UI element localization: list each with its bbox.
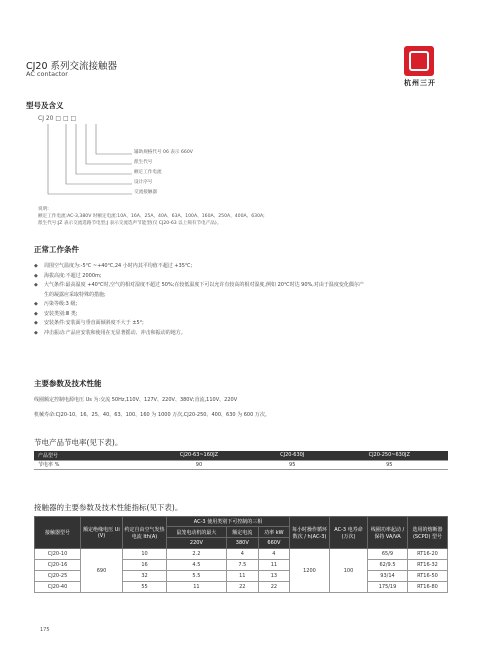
specs-heading: 接触器的主要参数及技术性能指标(见下表)。: [34, 503, 183, 512]
table-cell: 93/14: [368, 571, 408, 582]
table-cell: CJ20-63~160JZ: [144, 451, 254, 460]
table-cell: CJ20-10: [35, 549, 81, 560]
table-cell: 13: [258, 571, 289, 582]
conditions-list: [34, 262, 454, 338]
header-model: 接触器型号: [35, 517, 81, 549]
header-current2: 鼠笼电动机的最大: [167, 527, 227, 538]
header-660: 660V: [258, 538, 289, 549]
params-heading: 主要参数及技术性能: [34, 379, 102, 388]
table-cell: 22: [258, 582, 289, 593]
page-title: CJ20 系列交流接触器: [26, 61, 118, 72]
table-cell: 55: [123, 582, 167, 593]
header-coil: 线圈功率起动 / 保持 VA/VA: [368, 517, 408, 549]
header-insul: 额定绝缘电压 Ui (V): [81, 517, 123, 549]
table-cell: 690: [81, 549, 123, 593]
table-cell: 产品型号: [34, 451, 144, 460]
model-code: CJ 20 □ □ □: [38, 115, 77, 122]
table-cell: 节电率 %: [34, 460, 144, 469]
header-current: 约定自由空气发热电流 Ith(A): [123, 517, 167, 549]
table-cell: 95: [331, 460, 449, 469]
page-subtitle: AC contactor: [26, 70, 68, 78]
table-cell: 2.2: [167, 549, 227, 560]
list-item: ◆ 海拔高度:不超过 2000m;: [34, 272, 102, 279]
table-cell: RT16-80: [408, 582, 448, 593]
table-cell: 62/9.5: [368, 560, 408, 571]
diagram-line-3: [76, 124, 132, 174]
table-cell: RT16-50: [408, 571, 448, 582]
table-cell: 4: [258, 549, 289, 560]
header-ac3: AC-3 使用类别下可控制的三相: [167, 517, 290, 527]
diagram-line-1: [96, 124, 132, 154]
header-380: 380V: [226, 538, 258, 549]
table-cell: CJ20-25: [35, 571, 81, 582]
note-line-1: 额定工作电流:AC-3,380V 时额定电流:10A、16A、25A、40A、63A、100A、160A、250A、400A、630A;: [38, 214, 265, 219]
list-item: ◆ 安装类别:Ⅲ 类;: [34, 310, 78, 317]
list-item: ◆ 安装条件:安装面与垂直面倾斜度不大于 ±5°;: [34, 320, 144, 326]
brand-logo: [404, 46, 434, 76]
saving-table: [34, 451, 448, 470]
table-cell: RT16-20: [408, 549, 448, 560]
header-220: 220V: [167, 538, 227, 549]
params-line-1: 线圈额定控制电源电压 Us 为:交流 50Hz,110V、127V、220V、380V;直流,110V、220V: [34, 397, 238, 403]
diagram-line-2: [86, 124, 132, 164]
diagram-line-5: [48, 124, 132, 194]
table-row: [34, 460, 448, 469]
table-row: [35, 549, 448, 560]
label-type: 交流接触器: [134, 190, 157, 195]
label-design: 设计序号: [134, 180, 153, 185]
table-cell: CJ20-630J: [254, 451, 331, 460]
params-line-2: 机械寿命:CJ20-10、16、25、40、63、100、160 为 1000 万次,CJ20-250、400、630 为 600 万次。: [34, 412, 270, 418]
list-item: 生的凝露应采取特殊的措施;: [44, 291, 106, 298]
table-cell: 32: [123, 571, 167, 582]
brand-name: 杭州三开: [404, 79, 436, 87]
specs-table: [34, 516, 448, 593]
list-item: ◆ 大气条件:最高温度 +40℃时,空气的相对湿度不超过 50%;在较低温度下可以允许有较高的相对湿度,例如 20℃时达 90%,对由于温度变化偶尔产: [34, 282, 364, 288]
label-aux: 辅助规格代号 06 表示 660V: [134, 150, 193, 155]
list-item: ◆ 污染等级:3 级;: [34, 301, 78, 307]
table-cell: 22: [226, 582, 258, 593]
note-line-2: 派生代号:JZ 表示交流选路节电型;J 表示交流选声节能型(仅 CJ20-63 以上频有节电产品)。: [38, 221, 222, 226]
label-current: 额定工作电流: [134, 170, 162, 175]
header-ops: 每小时操作循环数次 / h(AC-3): [290, 517, 330, 549]
table-cell: 100: [330, 549, 368, 593]
table-cell: 175/19: [368, 582, 408, 593]
page-number: 175: [40, 627, 50, 633]
list-item: ◆ 冲击振动:产品应安装和使用在无显著摇动、冲击和振动的地方。: [34, 329, 186, 336]
header-fuse: 选用的熔断器 (SCPD) 型号: [408, 517, 448, 549]
model-heading: 型号及含义: [26, 101, 64, 110]
table-cell: 65/9: [368, 549, 408, 560]
table-cell: 11: [167, 582, 227, 593]
table-cell: 4.5: [167, 560, 227, 571]
saving-heading: 节电产品节电率(见下表)。: [34, 438, 123, 447]
table-cell: 5.5: [167, 571, 227, 582]
table-cell: 7.5: [226, 560, 258, 571]
conditions-heading: 正常工作条件: [34, 245, 79, 254]
table-header-row: [34, 451, 448, 460]
table-cell: 11: [258, 560, 289, 571]
header-kw: 功率 kW: [258, 527, 289, 538]
table-cell: 4: [226, 549, 258, 560]
table-cell: 90: [144, 460, 254, 469]
header-life: AC-3 电寿命(万次): [330, 517, 368, 549]
note-title: 说明:: [38, 207, 49, 212]
list-item: ◆ 周围空气温度为:-5℃ ~+40℃,24 小时内其平均值不超过 +35℃;: [34, 263, 193, 269]
table-cell: RT16-32: [408, 560, 448, 571]
label-derived: 派生代号: [134, 160, 153, 165]
table-cell: 1200: [290, 549, 330, 593]
table-cell: 95: [254, 460, 331, 469]
table-cell: CJ20-250~630JZ: [331, 451, 449, 460]
header-power: 额定电流: [226, 527, 258, 538]
table-cell: CJ20-40: [35, 582, 81, 593]
table-cell: 16: [123, 560, 167, 571]
table-cell: CJ20-16: [35, 560, 81, 571]
table-cell: 11: [226, 571, 258, 582]
table-cell: 10: [123, 549, 167, 560]
